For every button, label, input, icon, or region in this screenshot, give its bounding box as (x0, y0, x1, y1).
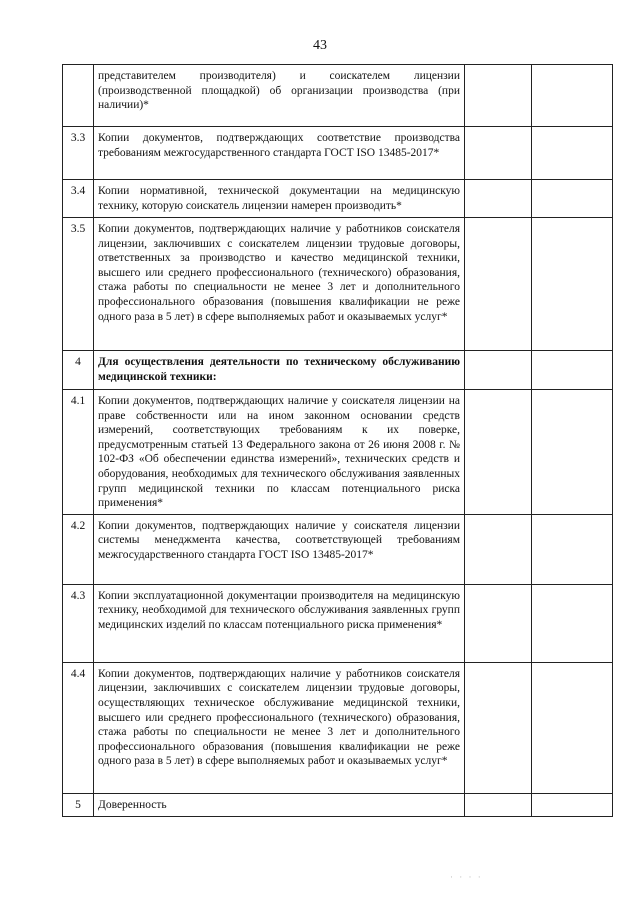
empty-cell (465, 793, 532, 816)
empty-cell (532, 65, 613, 127)
table-row (63, 662, 613, 793)
scan-mark: · · · · (450, 872, 483, 882)
empty-cell (465, 390, 532, 515)
row-text: Доверенность (94, 793, 465, 816)
empty-cell (532, 351, 613, 390)
empty-cell (465, 514, 532, 584)
row-text: Копии документов, подтверждающих наличие у соискателя лицензии на праве собственности или на ином законном основании средств измерений, соответствующих требованиям к их поверке, предусмотренным статьей 13 Федерального закона от 26 июня 2008 г. № 102-ФЗ «Об обеспечении единства измерений», технических средств и оборудования, необходимых для технического обслуживания заявленных групп медицинской техники по классам потенциального риска применения* (94, 390, 465, 515)
row-number (63, 65, 94, 127)
table-row (63, 127, 613, 180)
row-number: 3.3 (63, 127, 94, 180)
page-number: 43 (313, 38, 327, 53)
row-number: 4.3 (63, 584, 94, 662)
row-text: Копии нормативной, технической документации на медицинскую технику, которую соискатель лицензии намерен производить* (94, 180, 465, 218)
empty-cell (465, 662, 532, 793)
row-text: представителем производителя) и соискателем лицензии (производственной площадкой) об организации производства (при наличии)* (94, 65, 465, 127)
section-number: 4 (63, 351, 94, 390)
empty-cell (532, 662, 613, 793)
row-text: Копии документов, подтверждающих соответствие производства требованиям межгосударственного стандарта ГОСТ ISO 13485-2017* (94, 127, 465, 180)
row-number: 4.2 (63, 514, 94, 584)
table-row (63, 514, 613, 584)
empty-cell (465, 351, 532, 390)
row-text: Копии эксплуатационной документации производителя на медицинскую технику, необходимой для технического обслуживания заявленных групп медицинских изделий по классам потенциального риска применения* (94, 584, 465, 662)
table-row (63, 390, 613, 515)
empty-cell (465, 218, 532, 351)
empty-cell (465, 65, 532, 127)
document-table (62, 64, 613, 817)
empty-cell (532, 127, 613, 180)
empty-cell (532, 390, 613, 515)
table-row (63, 218, 613, 351)
row-text: Копии документов, подтверждающих наличие у работников соискателя лицензии, заключивших с соискателем лицензии трудовые договоры, осуществляющих техническое обслуживание медицинской техники, высшего или среднего профессионального (технического) образования, стажа работы по специальности не менее 3 лет и дополнительного профессионального образования (повышения квалификации не реже одного раза в 5 лет) в сфере выполняемых работ и оказываемых услуг* (94, 662, 465, 793)
row-number: 5 (63, 793, 94, 816)
row-number: 4.4 (63, 662, 94, 793)
section-row (63, 351, 613, 390)
empty-cell (465, 180, 532, 218)
section-title: Для осуществления деятельности по техническому обслуживанию медицинской техники: (94, 351, 465, 390)
empty-cell (532, 218, 613, 351)
row-number: 4.1 (63, 390, 94, 515)
row-number: 3.5 (63, 218, 94, 351)
table-row (63, 180, 613, 218)
table-row (63, 584, 613, 662)
empty-cell (532, 514, 613, 584)
empty-cell (532, 793, 613, 816)
row-text: Копии документов, подтверждающих наличие у соискателя лицензии системы менеджмента качества, соответствующей требованиям межгосударственного стандарта ГОСТ ISO 13485-2017* (94, 514, 465, 584)
table-row (63, 65, 613, 127)
table-row (63, 793, 613, 816)
empty-cell (532, 180, 613, 218)
empty-cell (465, 127, 532, 180)
empty-cell (532, 584, 613, 662)
row-text: Копии документов, подтверждающих наличие у работников соискателя лицензии, заключивших с соискателем лицензии трудовые договоры, ответственных за производство и качество медицинской техники, высшего или среднего профессионального (технического) образования, стажа работы по специальности не менее 3 лет и дополнительного профессионального образования (повышения квалификации не реже одного раза в 5 лет) в сфере выполняемых работ и оказываемых услуг* (94, 218, 465, 351)
empty-cell (465, 584, 532, 662)
row-number: 3.4 (63, 180, 94, 218)
